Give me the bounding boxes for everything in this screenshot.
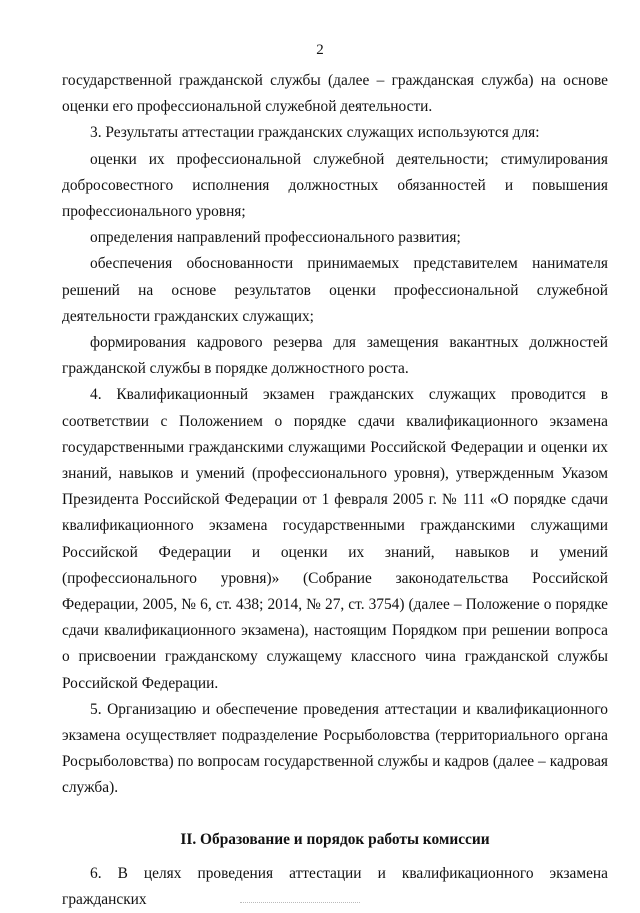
paragraph-continuation: государственной гражданской службы (далее – гражданская служба) на основе оценки его профессиональной служебной деятельности. [62, 72, 608, 116]
document-body [62, 68, 608, 913]
paragraph-item-3: 3. Результаты аттестации гражданских служащих используются для: [90, 124, 540, 142]
paragraph-item-6: 6. В целях проведения аттестации и квалификационного экзамена гражданских [62, 864, 608, 909]
paragraph-evaluation: оценки их профессиональной служебной деятельности; стимулирования добросовестного исполнения должностных обязанностей и повышения профессионального уровня; [62, 150, 608, 221]
section-heading: II. Образование и порядок работы комиссии [180, 830, 490, 848]
page-number: 2 [316, 42, 324, 58]
paragraph-development: определения направлений профессионального развития; [90, 229, 461, 247]
paragraph-item-4: 4. Квалификационный экзамен гражданских служащих проводится в соответствии с Положением о порядке сдачи квалификационного экзамена государственными гражданскими служащими Российской Федерации и оценки их знаний, навыков и умений (профессионального уровня), утвержденным Указом Президента Российской Федерации от 1 февраля 2005 г. № 111 «О порядке сдачи квалификационного экзамена государственными гражданскими служащими Российской Федерации и оценки их знаний, навыков и умений (профессионального уровня)» (Собрание законодательства Российской Федерации, 2005, № 6, ст. 438; 2014, № 27, ст. 3754) (далее – Положение о порядке сдачи квалификационного экзамена), настоящим Порядком при решении вопроса о присвоении гражданскому служащему классного чина гражданской службы Российской Федерации. [62, 386, 608, 692]
paragraph-item-5: 5. Организацию и обеспечение проведения аттестации и квалификационного экзамена осуществляет подразделение Росрыболовства (территориального органа Росрыболовства) по вопросам государственной службы и кадров (далее – кадровая служба). [62, 700, 608, 797]
paragraph-justification: обеспечения обоснованности принимаемых представителем нанимателя решений на основе результатов оценки профессиональной служебной деятельности гражданских служащих; [62, 255, 608, 325]
paragraph-reserve: формирования кадрового резерва для замещения вакантных должностей гражданской службы в порядке должностного роста. [62, 334, 608, 378]
